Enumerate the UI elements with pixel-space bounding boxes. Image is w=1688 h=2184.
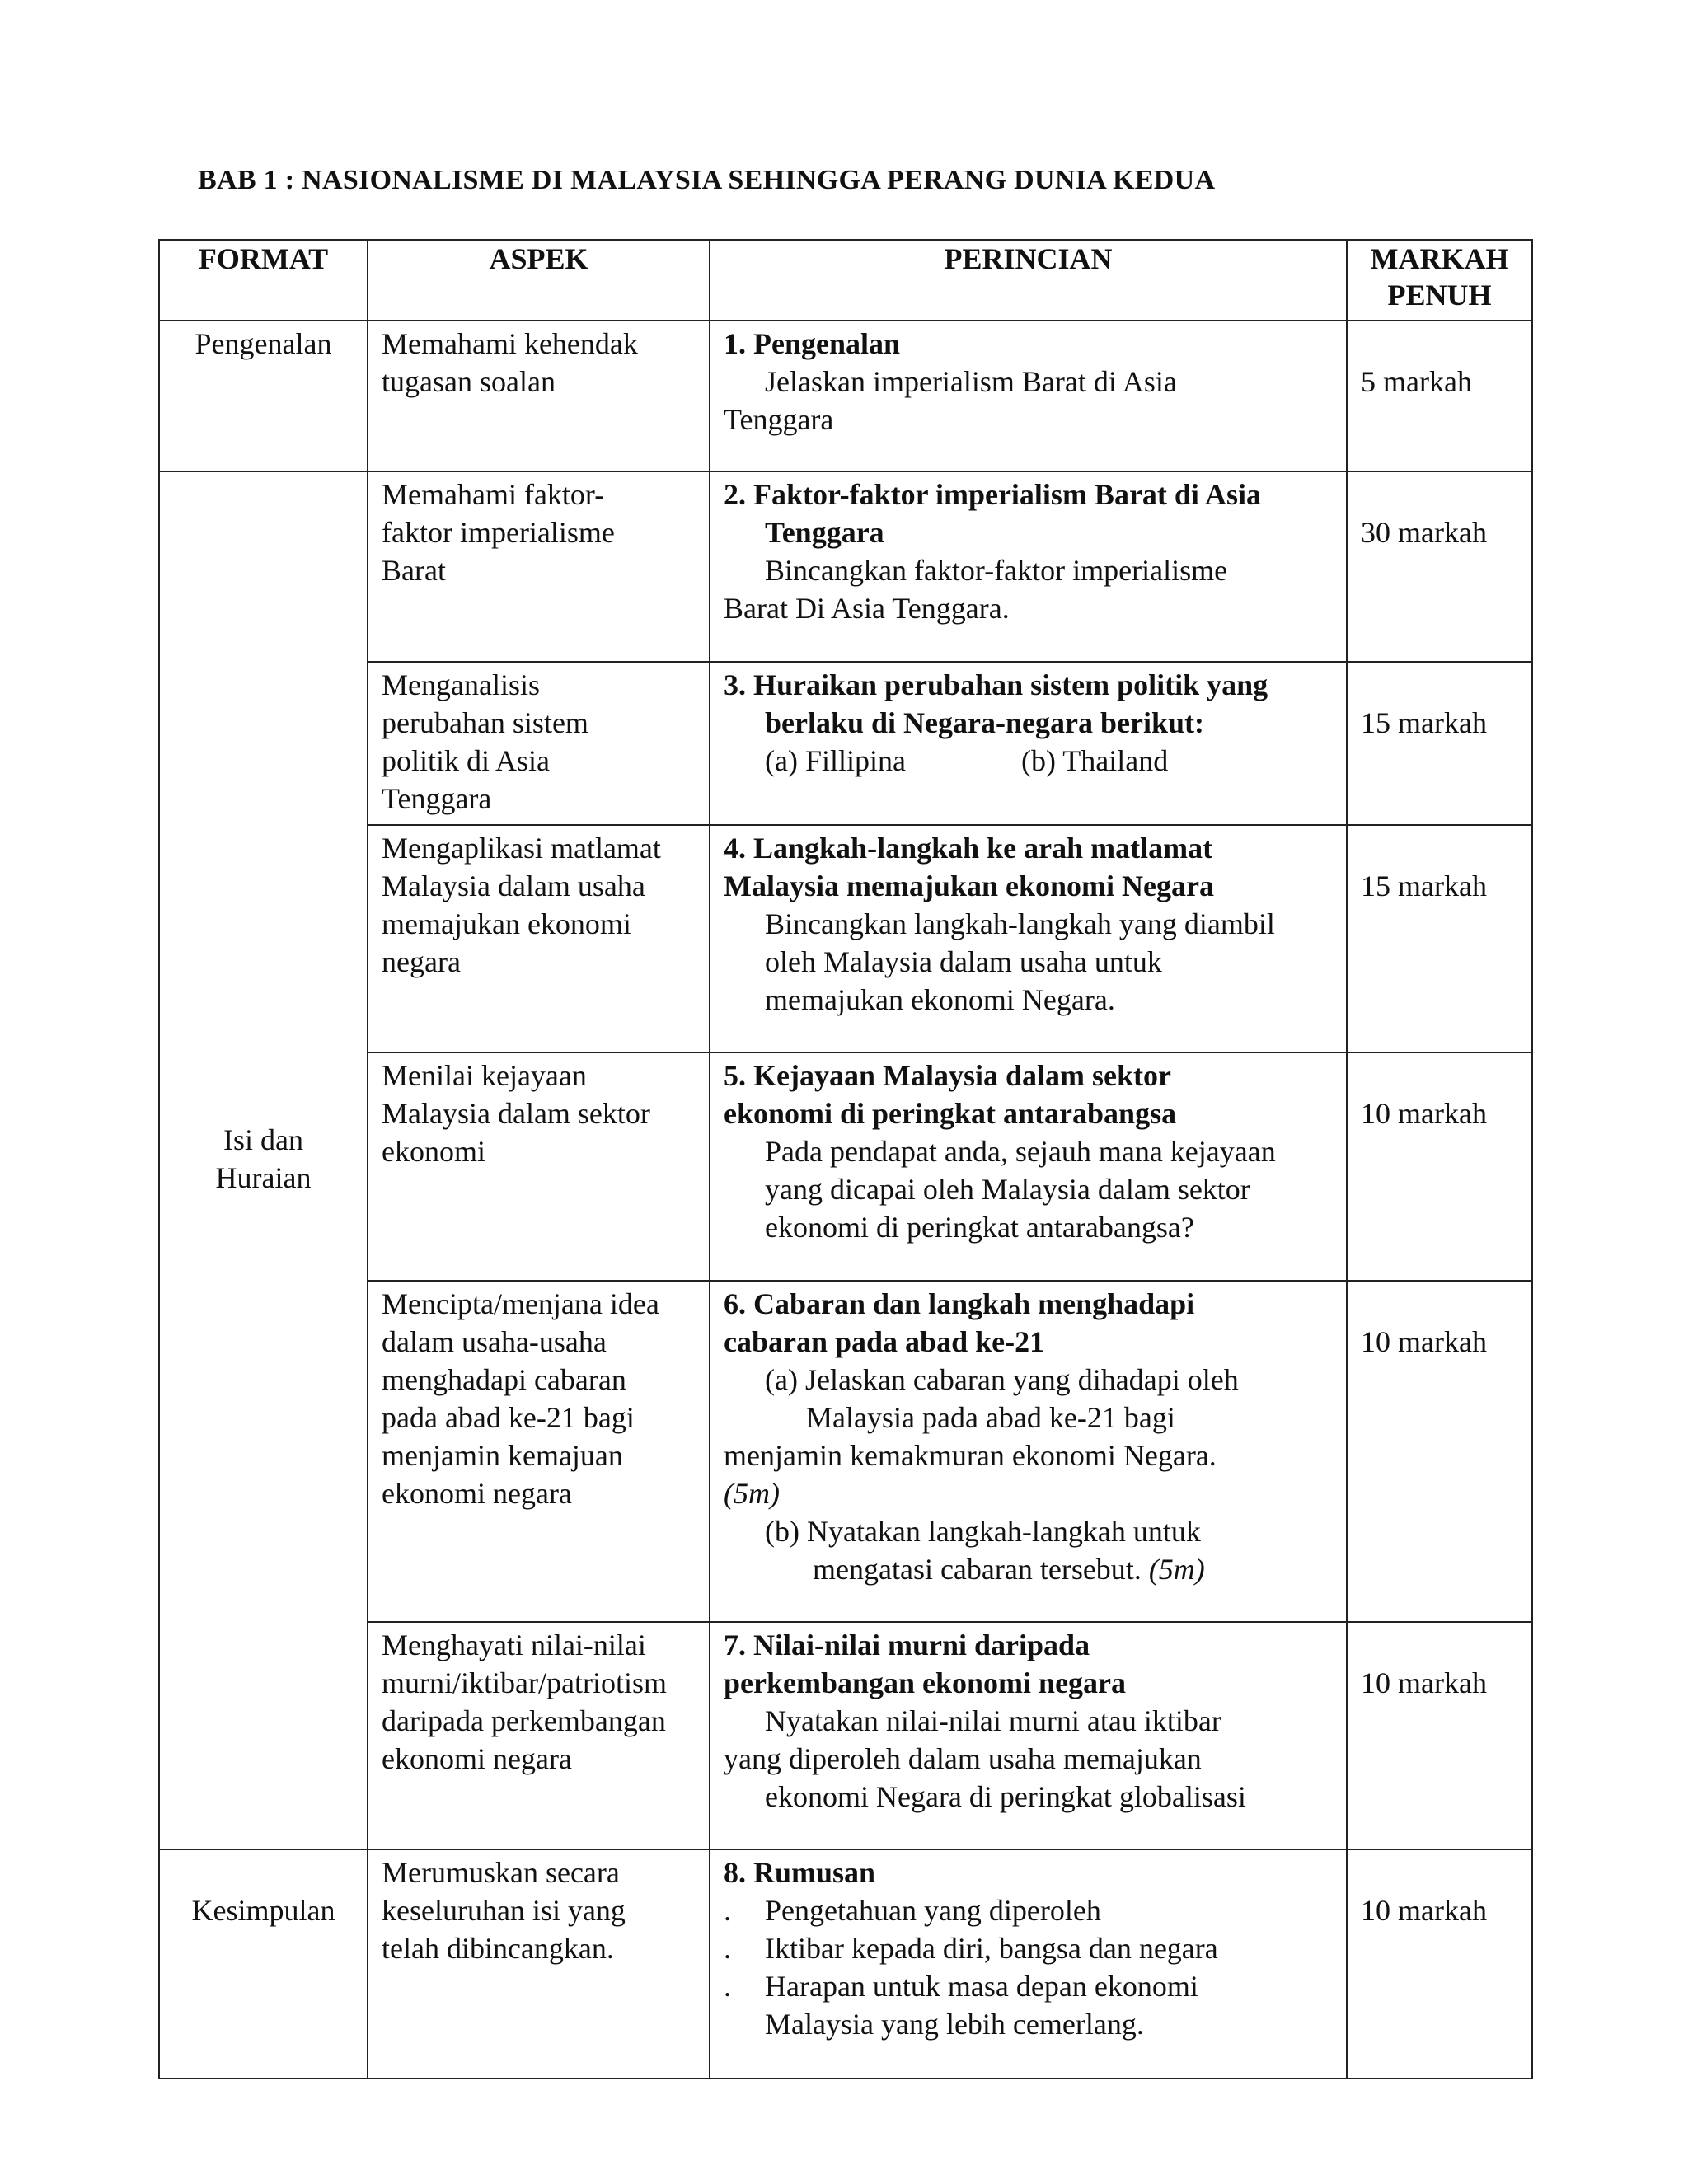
markah-cell <box>1347 1622 1532 1849</box>
aspek-cell <box>368 662 710 825</box>
perincian-body: memajukan ekonomi Negara. <box>765 983 1115 1016</box>
aspek-line: perubahan sistem <box>382 706 588 739</box>
perincian-body <box>724 1550 1333 1588</box>
list-item-text: Iktibar kepada diri, bangsa dan negara <box>765 1932 1218 1965</box>
header-markah-line-2: PENUH <box>1387 279 1492 312</box>
perincian-body: menjamin kemakmuran ekonomi Negara. <box>724 1439 1217 1472</box>
perincian-body: (a) Jelaskan cabaran yang dihadapi oleh <box>765 1363 1239 1396</box>
perincian-body: ekonomi di peringkat antarabangsa? <box>765 1211 1194 1244</box>
perincian-text: mengatasi cabaran tersebut. <box>813 1553 1142 1586</box>
markah-value: 10 markah <box>1361 1894 1487 1927</box>
markah-cell <box>1347 1052 1532 1281</box>
perincian-body: Jelaskan imperialism Barat di Asia <box>765 365 1177 398</box>
aspek-line: ekonomi <box>382 1135 485 1168</box>
aspek-line: menjamin kemajuan <box>382 1439 623 1472</box>
perincian-cell <box>710 825 1347 1052</box>
aspek-line: Mengaplikasi matlamat <box>382 832 661 865</box>
perincian-cell <box>710 1849 1347 2079</box>
bullet-dot: . <box>724 1932 731 1965</box>
aspek-line: Barat <box>382 554 446 587</box>
perincian-body: Bincangkan faktor-faktor imperialisme <box>765 554 1228 587</box>
aspek-cell <box>368 1849 710 2079</box>
document-title: BAB 1 : NASIONALISME DI MALAYSIA SEHINGGA PERANG DUNIA KEDUA <box>198 165 1216 195</box>
perincian-heading: cabaran pada abad ke-21 <box>724 1325 1045 1358</box>
perincian-cell <box>710 471 1347 662</box>
aspek-line: Merumuskan secara <box>382 1856 620 1889</box>
aspek-line: keseluruhan isi yang <box>382 1894 626 1927</box>
table-row <box>159 321 1532 471</box>
aspek-line: dalam usaha-usaha <box>382 1325 607 1358</box>
perincian-body: yang dicapai oleh Malaysia dalam sektor <box>765 1173 1250 1206</box>
perincian-cell <box>710 1281 1347 1622</box>
aspek-line: negara <box>382 945 461 978</box>
format-cell-kesimpulan <box>159 1849 368 2079</box>
perincian-heading: perkembangan ekonomi negara <box>724 1666 1127 1699</box>
format-label: Kesimpulan <box>191 1894 335 1927</box>
markah-value: 5 markah <box>1361 365 1472 398</box>
perincian-options <box>724 742 1333 780</box>
aspek-line: Menghayati nilai-nilai <box>382 1629 646 1661</box>
aspek-line: pada abad ke-21 bagi <box>382 1401 635 1434</box>
aspek-line: ekonomi negara <box>382 1742 572 1775</box>
markah-value: 15 markah <box>1361 706 1487 739</box>
aspek-line: ekonomi negara <box>382 1477 572 1510</box>
perincian-heading: Malaysia memajukan ekonomi Negara <box>724 869 1214 902</box>
markah-value: 15 markah <box>1361 869 1487 902</box>
format-label-line: Isi dan <box>223 1123 303 1156</box>
rubric-table <box>158 239 1533 2079</box>
header-markah <box>1347 240 1532 321</box>
markah-value: 10 markah <box>1361 1666 1487 1699</box>
aspek-cell <box>368 1052 710 1281</box>
aspek-line: Memahami kehendak <box>382 327 638 360</box>
table-header-row <box>159 240 1532 321</box>
markah-cell <box>1347 825 1532 1052</box>
perincian-body: yang diperoleh dalam usaha memajukan <box>724 1742 1202 1775</box>
aspek-line: Malaysia dalam usaha <box>382 869 645 902</box>
perincian-cell <box>710 1622 1347 1849</box>
header-markah-line-1: MARKAH <box>1370 242 1509 275</box>
markah-value: 10 markah <box>1361 1097 1487 1130</box>
perincian-body: Malaysia pada abad ke-21 bagi <box>806 1401 1175 1434</box>
list-item <box>724 1891 1333 1929</box>
aspek-line: Mencipta/menjana idea <box>382 1287 659 1320</box>
aspek-cell <box>368 321 710 471</box>
table-row <box>159 471 1532 662</box>
perincian-heading: ekonomi di peringkat antarabangsa <box>724 1097 1177 1130</box>
aspek-line: faktor imperialisme <box>382 516 615 549</box>
aspek-line: daripada perkembangan <box>382 1704 666 1737</box>
perincian-cell <box>710 321 1347 471</box>
perincian-heading: 1. Pengenalan <box>724 327 901 360</box>
perincian-heading: 7. Nilai-nilai murni daripada <box>724 1629 1090 1661</box>
perincian-body: (b) Nyatakan langkah-langkah untuk <box>765 1515 1201 1548</box>
markah-cell <box>1347 1281 1532 1622</box>
aspek-line: Menilai kejayaan <box>382 1059 587 1092</box>
perincian-body: Barat Di Asia Tenggara. <box>724 592 1010 625</box>
header-aspek: ASPEK <box>368 240 710 321</box>
list-item-text: Pengetahuan yang diperoleh <box>765 1894 1101 1927</box>
perincian-body: Nyatakan nilai-nilai murni atau iktibar <box>765 1704 1221 1737</box>
perincian-cell <box>710 662 1347 825</box>
format-cell-isi-dan-huraian <box>159 471 368 1849</box>
aspek-line: telah dibincangkan. <box>382 1932 614 1965</box>
perincian-heading: 4. Langkah-langkah ke arah matlamat <box>724 832 1213 865</box>
perincian-heading: Tenggara <box>765 516 884 549</box>
aspek-cell <box>368 825 710 1052</box>
perincian-heading: 8. Rumusan <box>724 1856 876 1889</box>
markah-cell <box>1347 662 1532 825</box>
list-item <box>724 1929 1333 1967</box>
aspek-line: murni/iktibar/patriotism <box>382 1666 667 1699</box>
option-b: (b) Thailand <box>1020 744 1169 777</box>
list-item-continuation: Malaysia yang lebih cemerlang. <box>765 2008 1144 2041</box>
perincian-heading: berlaku di Negara-negara berikut: <box>765 706 1204 739</box>
perincian-body: Tenggara <box>724 403 834 436</box>
aspek-line: Menganalisis <box>382 668 540 701</box>
perincian-heading: 5. Kejayaan Malaysia dalam sektor <box>724 1059 1171 1092</box>
aspek-line: memajukan ekonomi <box>382 907 631 940</box>
perincian-heading: 6. Cabaran dan langkah menghadapi <box>724 1287 1195 1320</box>
table-row <box>159 1849 1532 2079</box>
markah-value: 10 markah <box>1361 1325 1487 1358</box>
mark-allocation: (5m) <box>724 1477 780 1510</box>
format-cell-pengenalan: Pengenalan <box>159 321 368 471</box>
perincian-body: ekonomi Negara di peringkat globalisasi <box>765 1780 1246 1813</box>
mark-allocation: (5m) <box>1148 1553 1205 1586</box>
markah-cell <box>1347 321 1532 471</box>
aspek-line: tugasan soalan <box>382 365 556 398</box>
list-item <box>724 1967 1333 2005</box>
header-format: FORMAT <box>159 240 368 321</box>
header-perincian: PERINCIAN <box>710 240 1347 321</box>
perincian-cell <box>710 1052 1347 1281</box>
aspek-cell <box>368 1281 710 1622</box>
perincian-body: oleh Malaysia dalam usaha untuk <box>765 945 1162 978</box>
markah-value: 30 markah <box>1361 516 1487 549</box>
perincian-heading: 2. Faktor-faktor imperialism Barat di Asia <box>724 478 1261 511</box>
perincian-heading: 3. Huraikan perubahan sistem politik yang <box>724 668 1268 701</box>
aspek-cell <box>368 1622 710 1849</box>
aspek-line: menghadapi cabaran <box>382 1363 626 1396</box>
list-item-text: Harapan untuk masa depan ekonomi <box>765 1970 1198 2003</box>
perincian-body: Bincangkan langkah-langkah yang diambil <box>765 907 1275 940</box>
bullet-dot: . <box>724 1894 731 1927</box>
option-a: (a) Fillipina <box>765 744 906 777</box>
markah-cell <box>1347 1849 1532 2079</box>
aspek-line: Tenggara <box>382 782 492 815</box>
aspek-cell <box>368 471 710 662</box>
aspek-line: Malaysia dalam sektor <box>382 1097 650 1130</box>
format-label-line: Huraian <box>215 1161 312 1194</box>
aspek-line: Memahami faktor- <box>382 478 605 511</box>
bullet-dot: . <box>724 1970 731 2003</box>
aspek-line: politik di Asia <box>382 744 551 777</box>
perincian-body: Pada pendapat anda, sejauh mana kejayaan <box>765 1135 1276 1168</box>
markah-cell <box>1347 471 1532 662</box>
